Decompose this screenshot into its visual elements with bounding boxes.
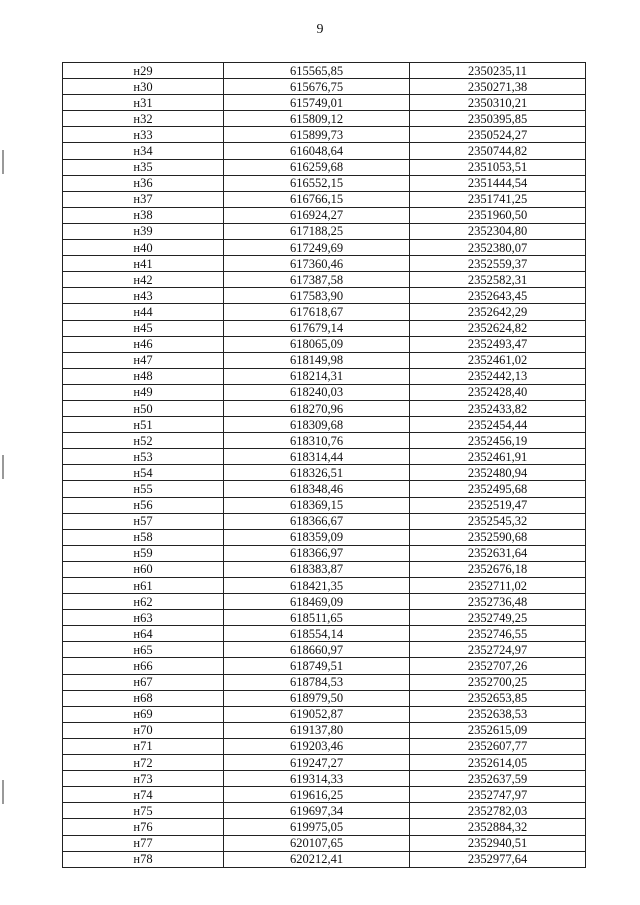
y-coordinate-cell: 2352653,85 [410,690,586,706]
x-coordinate-cell: 618240,03 [224,384,410,400]
x-coordinate-cell: 618310,76 [224,433,410,449]
table-row [63,738,586,754]
x-coordinate-cell: 618366,97 [224,545,410,561]
x-coordinate-cell: 615899,73 [224,127,410,143]
point-id-cell: н54 [63,465,224,481]
table-row [63,787,586,803]
x-coordinate-cell: 618784,53 [224,674,410,690]
point-id-cell: н36 [63,175,224,191]
table-row [63,433,586,449]
y-coordinate-cell: 2351741,25 [410,191,586,207]
x-coordinate-cell: 618749,51 [224,658,410,674]
y-coordinate-cell: 2352940,51 [410,835,586,851]
point-id-cell: н56 [63,497,224,513]
point-id-cell: н64 [63,626,224,642]
x-coordinate-cell: 618383,87 [224,561,410,577]
point-id-cell: н73 [63,771,224,787]
table-row [63,256,586,272]
x-coordinate-cell: 618309,68 [224,417,410,433]
table-row [63,111,586,127]
y-coordinate-cell: 2351053,51 [410,159,586,175]
margin-mark [2,150,4,174]
table-row [63,288,586,304]
table-row [63,449,586,465]
point-id-cell: н60 [63,561,224,577]
x-coordinate-cell: 619975,05 [224,819,410,835]
table-row [63,706,586,722]
point-id-cell: н30 [63,79,224,95]
point-id-cell: н47 [63,352,224,368]
table-row [63,497,586,513]
table-row [63,481,586,497]
x-coordinate-cell: 616766,15 [224,191,410,207]
table-row [63,175,586,191]
table-row [63,272,586,288]
table-row [63,336,586,352]
x-coordinate-cell: 616259,68 [224,159,410,175]
table-row [63,771,586,787]
point-id-cell: н37 [63,191,224,207]
table-row [63,191,586,207]
point-id-cell: н68 [63,690,224,706]
point-id-cell: н38 [63,207,224,223]
y-coordinate-cell: 2352461,91 [410,449,586,465]
y-coordinate-cell: 2352736,48 [410,594,586,610]
point-id-cell: н48 [63,368,224,384]
y-coordinate-cell: 2350235,11 [410,63,586,79]
point-id-cell: н61 [63,578,224,594]
page-number: 9 [316,22,324,37]
y-coordinate-cell: 2352614,05 [410,755,586,771]
point-id-cell: н58 [63,529,224,545]
y-coordinate-cell: 2352607,77 [410,738,586,754]
table-row [63,803,586,819]
x-coordinate-cell: 616048,64 [224,143,410,159]
y-coordinate-cell: 2352442,13 [410,368,586,384]
table-row [63,400,586,416]
table-row [63,674,586,690]
table-row [63,368,586,384]
y-coordinate-cell: 2352782,03 [410,803,586,819]
y-coordinate-cell: 2352433,82 [410,400,586,416]
point-id-cell: н34 [63,143,224,159]
table-row [63,642,586,658]
table-row [63,545,586,561]
point-id-cell: н69 [63,706,224,722]
y-coordinate-cell: 2352711,02 [410,578,586,594]
y-coordinate-cell: 2352749,25 [410,610,586,626]
x-coordinate-cell: 618359,09 [224,529,410,545]
y-coordinate-cell: 2351960,50 [410,207,586,223]
x-coordinate-cell: 615676,75 [224,79,410,95]
table-row [63,384,586,400]
point-id-cell: н77 [63,835,224,851]
y-coordinate-cell: 2352884,32 [410,819,586,835]
x-coordinate-cell: 618979,50 [224,690,410,706]
x-coordinate-cell: 619052,87 [224,706,410,722]
point-id-cell: н40 [63,240,224,256]
margin-mark [2,455,4,479]
table-row [63,465,586,481]
table-row [63,63,586,79]
point-id-cell: н57 [63,513,224,529]
x-coordinate-cell: 617583,90 [224,288,410,304]
x-coordinate-cell: 615565,85 [224,63,410,79]
y-coordinate-cell: 2352461,02 [410,352,586,368]
point-id-cell: н62 [63,594,224,610]
x-coordinate-cell: 618660,97 [224,642,410,658]
y-coordinate-cell: 2352642,29 [410,304,586,320]
point-id-cell: н78 [63,851,224,867]
point-id-cell: н50 [63,400,224,416]
point-id-cell: н76 [63,819,224,835]
point-id-cell: н75 [63,803,224,819]
x-coordinate-cell: 618348,46 [224,481,410,497]
point-id-cell: н72 [63,755,224,771]
coordinates-table-body [63,63,586,868]
table-row [63,352,586,368]
x-coordinate-cell: 617249,69 [224,240,410,256]
table-row [63,835,586,851]
table-row [63,722,586,738]
x-coordinate-cell: 618214,31 [224,368,410,384]
point-id-cell: н51 [63,417,224,433]
point-id-cell: н52 [63,433,224,449]
x-coordinate-cell: 619616,25 [224,787,410,803]
y-coordinate-cell: 2350310,21 [410,95,586,111]
y-coordinate-cell: 2350744,82 [410,143,586,159]
table-row [63,690,586,706]
point-id-cell: н55 [63,481,224,497]
y-coordinate-cell: 2352545,32 [410,513,586,529]
x-coordinate-cell: 617618,67 [224,304,410,320]
table-row [63,320,586,336]
table-row [63,159,586,175]
table-row [63,594,586,610]
table-row [63,513,586,529]
table-row [63,417,586,433]
table-row [63,578,586,594]
y-coordinate-cell: 2352746,55 [410,626,586,642]
y-coordinate-cell: 2352747,97 [410,787,586,803]
y-coordinate-cell: 2350524,27 [410,127,586,143]
point-id-cell: н29 [63,63,224,79]
x-coordinate-cell: 620212,41 [224,851,410,867]
y-coordinate-cell: 2352582,31 [410,272,586,288]
table-row [63,240,586,256]
x-coordinate-cell: 617360,46 [224,256,410,272]
point-id-cell: н44 [63,304,224,320]
table-row [63,529,586,545]
point-id-cell: н49 [63,384,224,400]
point-id-cell: н31 [63,95,224,111]
x-coordinate-cell: 617188,25 [224,223,410,239]
y-coordinate-cell: 2352493,47 [410,336,586,352]
table-row [63,658,586,674]
table-row [63,127,586,143]
y-coordinate-cell: 2352631,64 [410,545,586,561]
x-coordinate-cell: 618065,09 [224,336,410,352]
table-row [63,79,586,95]
table-row [63,819,586,835]
x-coordinate-cell: 619203,46 [224,738,410,754]
coordinates-table [62,62,586,868]
table-row [63,95,586,111]
x-coordinate-cell: 618421,35 [224,578,410,594]
point-id-cell: н63 [63,610,224,626]
margin-mark [2,780,4,804]
table-row [63,207,586,223]
x-coordinate-cell: 619314,33 [224,771,410,787]
y-coordinate-cell: 2352304,80 [410,223,586,239]
y-coordinate-cell: 2351444,54 [410,175,586,191]
x-coordinate-cell: 618149,98 [224,352,410,368]
y-coordinate-cell: 2352615,09 [410,722,586,738]
y-coordinate-cell: 2352454,44 [410,417,586,433]
point-id-cell: н33 [63,127,224,143]
y-coordinate-cell: 2352590,68 [410,529,586,545]
point-id-cell: н70 [63,722,224,738]
point-id-cell: н46 [63,336,224,352]
point-id-cell: н39 [63,223,224,239]
y-coordinate-cell: 2350395,85 [410,111,586,127]
point-id-cell: н67 [63,674,224,690]
x-coordinate-cell: 618270,96 [224,400,410,416]
x-coordinate-cell: 618366,67 [224,513,410,529]
y-coordinate-cell: 2352676,18 [410,561,586,577]
table-row [63,304,586,320]
y-coordinate-cell: 2352495,68 [410,481,586,497]
point-id-cell: н71 [63,738,224,754]
point-id-cell: н43 [63,288,224,304]
y-coordinate-cell: 2352480,94 [410,465,586,481]
x-coordinate-cell: 616924,27 [224,207,410,223]
table-row [63,223,586,239]
y-coordinate-cell: 2352428,40 [410,384,586,400]
x-coordinate-cell: 618369,15 [224,497,410,513]
table-row [63,143,586,159]
y-coordinate-cell: 2350271,38 [410,79,586,95]
y-coordinate-cell: 2352519,47 [410,497,586,513]
table-row [63,610,586,626]
y-coordinate-cell: 2352700,25 [410,674,586,690]
point-id-cell: н42 [63,272,224,288]
x-coordinate-cell: 616552,15 [224,175,410,191]
table-row [63,851,586,867]
x-coordinate-cell: 615749,01 [224,95,410,111]
x-coordinate-cell: 619137,80 [224,722,410,738]
x-coordinate-cell: 618469,09 [224,594,410,610]
y-coordinate-cell: 2352637,59 [410,771,586,787]
x-coordinate-cell: 619697,34 [224,803,410,819]
x-coordinate-cell: 617679,14 [224,320,410,336]
point-id-cell: н53 [63,449,224,465]
y-coordinate-cell: 2352977,64 [410,851,586,867]
x-coordinate-cell: 618314,44 [224,449,410,465]
x-coordinate-cell: 617387,58 [224,272,410,288]
table-row [63,755,586,771]
x-coordinate-cell: 619247,27 [224,755,410,771]
point-id-cell: н65 [63,642,224,658]
x-coordinate-cell: 618511,65 [224,610,410,626]
y-coordinate-cell: 2352456,19 [410,433,586,449]
x-coordinate-cell: 618554,14 [224,626,410,642]
table-row [63,626,586,642]
point-id-cell: н66 [63,658,224,674]
point-id-cell: н74 [63,787,224,803]
point-id-cell: н41 [63,256,224,272]
y-coordinate-cell: 2352380,07 [410,240,586,256]
x-coordinate-cell: 620107,65 [224,835,410,851]
y-coordinate-cell: 2352624,82 [410,320,586,336]
point-id-cell: н59 [63,545,224,561]
x-coordinate-cell: 615809,12 [224,111,410,127]
y-coordinate-cell: 2352707,26 [410,658,586,674]
y-coordinate-cell: 2352643,45 [410,288,586,304]
x-coordinate-cell: 618326,51 [224,465,410,481]
point-id-cell: н35 [63,159,224,175]
point-id-cell: н45 [63,320,224,336]
y-coordinate-cell: 2352638,53 [410,706,586,722]
point-id-cell: н32 [63,111,224,127]
y-coordinate-cell: 2352724,97 [410,642,586,658]
table-row [63,561,586,577]
y-coordinate-cell: 2352559,37 [410,256,586,272]
